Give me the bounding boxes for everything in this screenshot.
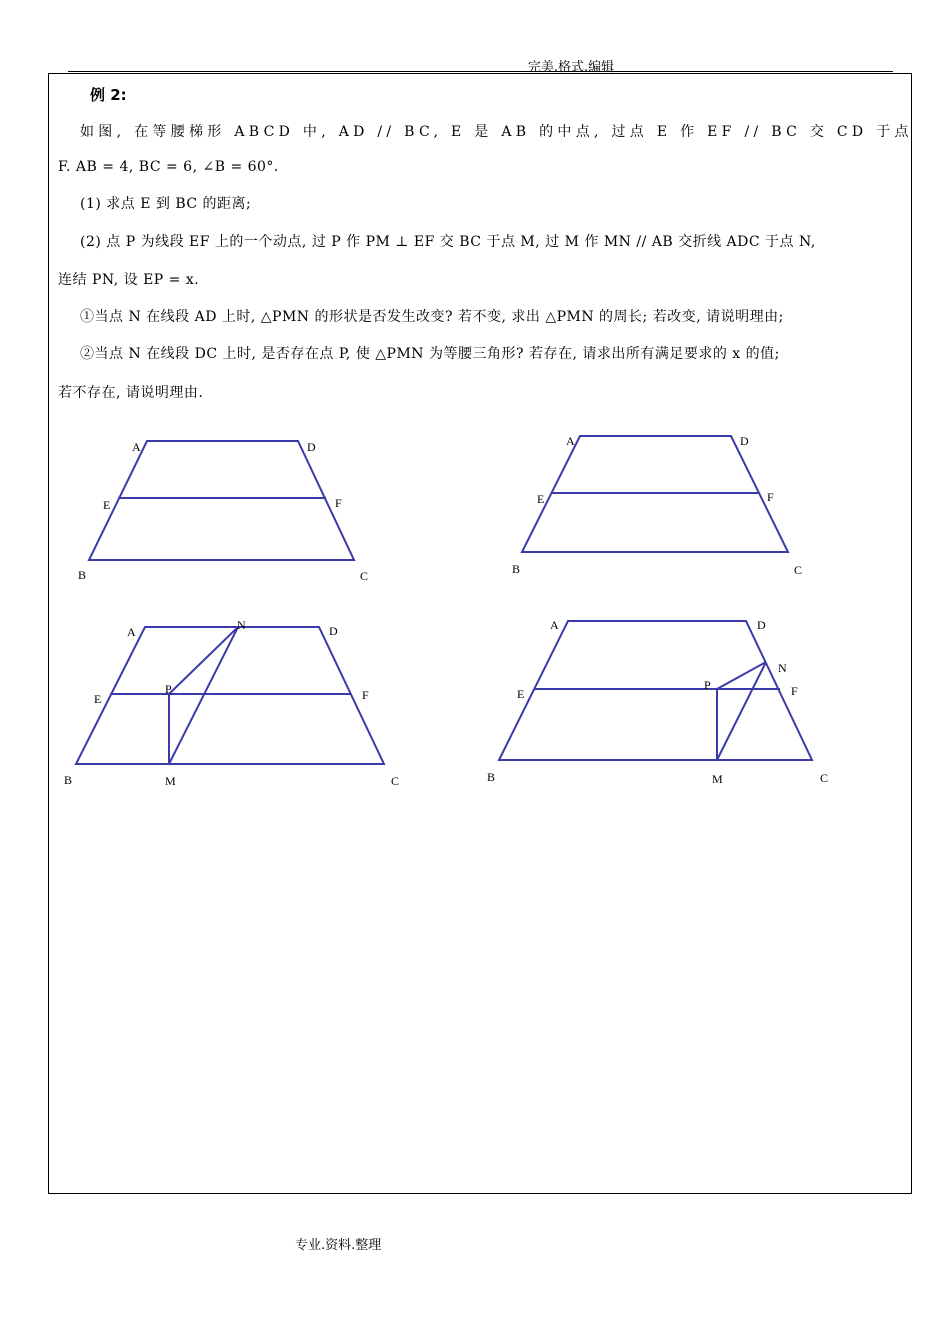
- label-p: P: [165, 682, 172, 696]
- question-2: (2) 点 P 为线段 EF 上的一个动点, 过 P 作 PM ⊥ EF 交 BC 于点 M, 过 M 作 MN // AB 交折线 ADC 于点 N,: [80, 234, 816, 250]
- label-a: A: [132, 440, 141, 454]
- label-p: P: [704, 678, 711, 692]
- page-footer: 专业.资料.整理: [295, 1238, 382, 1253]
- question-1: (1) 求点 E 到 BC 的距离;: [80, 196, 252, 212]
- label-e: E: [103, 498, 111, 512]
- label-e: E: [94, 692, 102, 706]
- label-c: C: [794, 563, 803, 577]
- label-b: B: [512, 562, 521, 576]
- page-header: 完美.格式.编辑: [527, 60, 615, 75]
- label-n: N: [778, 661, 787, 675]
- label-d: D: [329, 624, 338, 638]
- problem-line-2: F. AB = 4, BC = 6, ∠B = 60°.: [58, 159, 279, 175]
- label-d: D: [757, 618, 766, 632]
- label-f: F: [791, 684, 798, 698]
- label-e: E: [537, 492, 545, 506]
- label-m: M: [712, 772, 723, 786]
- problem-line-1: 如图, 在等腰梯形 ABCD 中, AD // BC, E 是 AB 的中点, 过点 E 作 EF // BC 交 CD 于点: [80, 124, 913, 140]
- label-c: C: [391, 774, 400, 788]
- label-c: C: [360, 569, 369, 583]
- label-m: M: [165, 774, 176, 788]
- question-2-cont: 连结 PN, 设 EP = x.: [58, 272, 200, 288]
- header-rule: [68, 71, 893, 72]
- label-c: C: [820, 771, 829, 785]
- label-b: B: [64, 773, 73, 787]
- example-title: 例 2:: [90, 86, 127, 104]
- label-f: F: [767, 490, 774, 504]
- label-a: A: [566, 434, 575, 448]
- label-d: D: [740, 434, 749, 448]
- question-2-part-2-cont: 若不存在, 请说明理由.: [58, 385, 204, 401]
- label-b: B: [78, 568, 87, 582]
- label-a: A: [127, 625, 136, 639]
- label-f: F: [362, 688, 369, 702]
- question-2-part-2: ②当点 N 在线段 DC 上时, 是否存在点 P, 使 △PMN 为等腰三角形? 若存在, 请求出所有满足要求的 x 的值;: [80, 346, 780, 362]
- label-d: D: [307, 440, 316, 454]
- label-a: A: [550, 618, 559, 632]
- question-2-part-1: ①当点 N 在线段 AD 上时, △PMN 的形状是否发生改变? 若不变, 求出 △PMN 的周长; 若改变, 请说明理由;: [80, 309, 784, 325]
- label-e: E: [517, 687, 525, 701]
- label-n: N: [237, 618, 246, 632]
- label-b: B: [487, 770, 496, 784]
- label-f: F: [335, 496, 342, 510]
